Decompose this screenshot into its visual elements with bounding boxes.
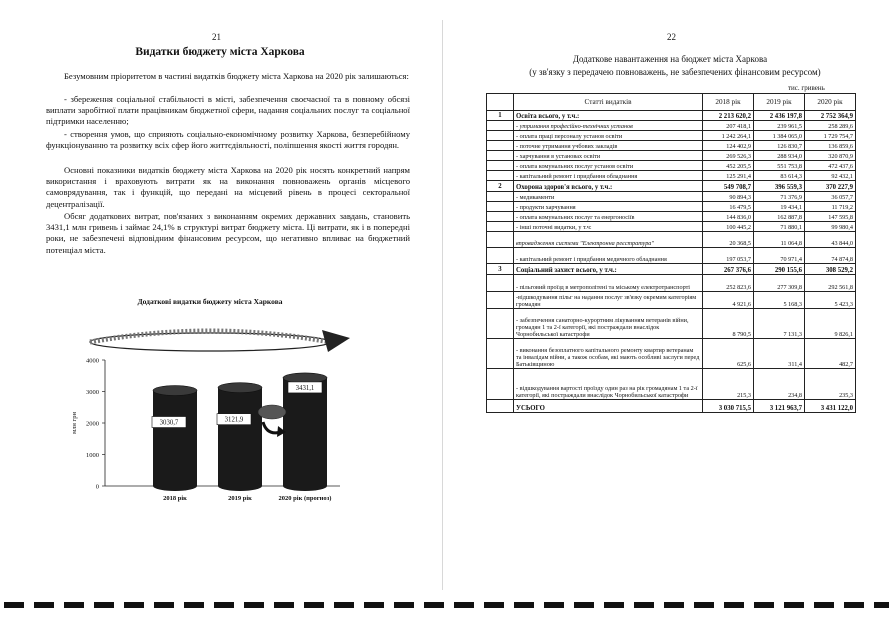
value-2019-cell: 311,4	[754, 339, 805, 369]
growth-disc	[258, 405, 286, 419]
value-2018-cell: 452 205,5	[703, 161, 754, 171]
border-dash	[514, 602, 534, 608]
row-label-cell: - виконання безоплатного капітального ремонту квартир ветеранам та інвалідам війни, а також особам, які мають особливі заслуги перед Батьківщиною	[514, 339, 703, 369]
table-row	[487, 141, 856, 151]
row-label-cell: - забезпечення санаторно-курортним лікуванням ветеранів війни, громадян 1 та 2-ї категорії, які постраждали внаслідок Чорнобильської катастрофи	[514, 309, 703, 339]
row-number-cell	[487, 151, 514, 161]
col-header-2020: 2020 рік	[805, 94, 856, 111]
x-tick-label: 2018 рік	[163, 495, 187, 502]
value-2019-cell: 1 384 065,0	[754, 131, 805, 141]
value-2018-cell: 2 213 620,2	[703, 111, 754, 121]
value-2020-cell: 2 752 364,9	[805, 111, 856, 121]
row-label-cell: впровадження системи "Електронна реєстратура"	[514, 232, 703, 248]
value-2019-cell: 162 887,8	[754, 212, 805, 222]
border-dash	[364, 602, 384, 608]
border-dash	[574, 602, 594, 608]
border-dash	[844, 602, 864, 608]
border-dash	[184, 602, 204, 608]
table-header-row	[487, 94, 856, 111]
border-dash	[64, 602, 84, 608]
row-label-cell: - оплата праці персоналу установ освіти	[514, 131, 703, 141]
border-dash	[604, 602, 624, 608]
col-header-2018: 2018 рік	[703, 94, 754, 111]
value-label: 3431,1	[295, 384, 315, 392]
value-2019-cell: 71 376,9	[754, 192, 805, 202]
value-2018-cell: 267 376,6	[703, 264, 754, 275]
border-dash	[124, 602, 144, 608]
border-dash	[274, 602, 294, 608]
border-dash	[544, 602, 564, 608]
y-tick-label: 0	[95, 483, 99, 491]
paragraph-5: Обсяг додаткових витрат, пов'язаних з виконанням окремих державних завдань, становить 3431,1 млн гривень і займає 24,1% в структурі витрат бюджету міста. Ці витрати, як і в попередні роки, не забезпечені відповідним фінансовим ресурсом, що негативно впливає на бюджетний потенціал міста.	[46, 211, 410, 255]
value-2018-cell: 144 836,0	[703, 212, 754, 222]
scan-border-strip	[0, 598, 889, 612]
units-label: тис. гривень	[788, 84, 825, 92]
table-row	[487, 400, 856, 413]
bar	[153, 391, 197, 486]
border-dash	[304, 602, 324, 608]
table-row	[487, 369, 856, 400]
border-dash	[154, 602, 174, 608]
table-title: Додаткове навантаження на бюджет міста Харкова	[572, 54, 768, 64]
paragraph-4: Основні показники видатків бюджету міста Харкова на 2020 рік носять конкретний напрям використання і враховують витрати як на виконання повноважень органів місцевого самоврядування, так і функцій, що передані на місцевий рівень в процесі секторальної децентралізації.	[46, 165, 410, 209]
value-2019-cell: 11 064,8	[754, 232, 805, 248]
row-label-cell: -відшкодування пільг на надання послуг зв'язку окремим категоріям громадян	[514, 292, 703, 309]
row-label-cell: - медикаменти	[514, 192, 703, 202]
value-2020-cell: 320 870,9	[805, 151, 856, 161]
value-2020-cell: 92 432,1	[805, 171, 856, 181]
y-tick-label: 4000	[86, 357, 99, 365]
value-2018-cell: 197 053,7	[703, 248, 754, 264]
budget-table	[486, 93, 856, 413]
value-2020-cell: 11 719,2	[805, 202, 856, 212]
paragraph-2: - збереження соціальної стабільності в місті, забезпечення своєчасної та в повному обсязі виплати заробітної плати працівникам бюджетної сфери, надання соціальних послуг та соціальної підтримки населенню;	[46, 94, 410, 127]
value-2019-cell: 288 934,0	[754, 151, 805, 161]
value-2019-cell: 2 436 197,8	[754, 111, 805, 121]
value-2020-cell: 74 874,8	[805, 248, 856, 264]
x-tick-label: 2020 рік (прогноз)	[278, 495, 332, 502]
row-number-cell	[487, 202, 514, 212]
row-number-cell	[487, 369, 514, 400]
table-row	[487, 339, 856, 369]
value-2020-cell: 99 980,4	[805, 222, 856, 232]
paragraph-3: - створення умов, що сприяють соціально-економічному розвитку Харкова, безперебійному функціонуванню та розвитку всіх сфер його життєдіяльності, поліпшення якості життя городян.	[46, 129, 410, 151]
bar-base	[153, 481, 197, 491]
value-2019-cell: 71 880,1	[754, 222, 805, 232]
value-2018-cell: 252 823,6	[703, 275, 754, 292]
table-row	[487, 121, 856, 131]
border-dash	[94, 602, 114, 608]
bar-base	[218, 481, 262, 491]
bar-top	[218, 383, 262, 393]
value-2020-cell: 9 826,1	[805, 309, 856, 339]
bar-top	[153, 386, 197, 396]
left-page	[0, 0, 440, 600]
value-2020-cell: 235,3	[805, 369, 856, 400]
row-number-cell	[487, 292, 514, 309]
table-row	[487, 264, 856, 275]
row-label-cell: - продукти харчування	[514, 202, 703, 212]
row-number-cell	[487, 339, 514, 369]
bar	[283, 378, 327, 486]
value-2020-cell: 370 227,9	[805, 181, 856, 192]
row-label-cell: - відшкодування вартості проїзду один раз на рік громадянам 1 та 2-ї категорії, які постраждали внаслідок Чорнобильської катастрофи	[514, 369, 703, 400]
value-2019-cell: 83 614,3	[754, 171, 805, 181]
col-header-2019: 2019 рік	[754, 94, 805, 111]
page-divider	[442, 20, 443, 590]
value-2018-cell: 1 242 264,1	[703, 131, 754, 141]
border-dash	[664, 602, 684, 608]
value-2019-cell: 7 131,3	[754, 309, 805, 339]
row-label-cell: - харчування в установах освіти	[514, 151, 703, 161]
table-body	[487, 111, 856, 413]
border-dash	[214, 602, 234, 608]
value-2020-cell: 308 529,2	[805, 264, 856, 275]
value-2019-cell: 5 168,3	[754, 292, 805, 309]
table-row	[487, 202, 856, 212]
row-number-cell	[487, 309, 514, 339]
table-row	[487, 275, 856, 292]
table-row	[487, 212, 856, 222]
row-label-cell: - капітальний ремонт і придбання медичного обладнання	[514, 248, 703, 264]
value-2019-cell: 239 961,5	[754, 121, 805, 131]
border-dash	[334, 602, 354, 608]
value-2019-cell: 277 309,8	[754, 275, 805, 292]
value-2018-cell: 269 526,3	[703, 151, 754, 161]
trend-arrow-head	[322, 330, 350, 352]
table-row	[487, 309, 856, 339]
row-number-cell	[487, 212, 514, 222]
border-dash	[874, 602, 889, 608]
value-2020-cell: 292 561,8	[805, 275, 856, 292]
row-label-cell: УСЬОГО	[514, 400, 703, 413]
value-2020-cell: 482,7	[805, 339, 856, 369]
value-2018-cell: 3 030 715,5	[703, 400, 754, 413]
value-2018-cell: 625,6	[703, 339, 754, 369]
row-number-cell	[487, 141, 514, 151]
value-2018-cell: 549 708,7	[703, 181, 754, 192]
row-number-cell: 1	[487, 111, 514, 121]
row-label-cell: - оплата комунальних послуг та енергоносіїв	[514, 212, 703, 222]
table-row	[487, 111, 856, 121]
row-label-cell: - капітальний ремонт і придбання обладнання	[514, 171, 703, 181]
expenses-chart	[60, 290, 360, 510]
chart-title: Додаткові видатки бюджету міста Харкова	[137, 297, 283, 306]
border-dash	[4, 602, 24, 608]
row-label-cell: - пільговий проїзд в метрополітені та міському електротранспорті	[514, 275, 703, 292]
value-2018-cell: 215,3	[703, 369, 754, 400]
value-label: 3121,9	[224, 416, 244, 424]
table-row	[487, 192, 856, 202]
row-label-cell: - поточне утримання учбових закладів	[514, 141, 703, 151]
chart-canvas	[60, 290, 360, 510]
row-label-cell: Охорона здоров'я всього, у т.ч.:	[514, 181, 703, 192]
row-label-cell: Освіта всього, у т.ч.:	[514, 111, 703, 121]
value-2018-cell: 8 790,5	[703, 309, 754, 339]
row-label-cell: - утримання професійно-технічних установ	[514, 121, 703, 131]
value-2020-cell: 1 729 754,7	[805, 131, 856, 141]
border-dash	[244, 602, 264, 608]
row-number-cell	[487, 232, 514, 248]
bar-top	[283, 373, 327, 383]
value-2019-cell: 234,8	[754, 369, 805, 400]
table-row	[487, 292, 856, 309]
value-2019-cell: 551 753,8	[754, 161, 805, 171]
page-title: Видатки бюджету міста Харкова	[135, 46, 305, 58]
value-2019-cell: 19 434,1	[754, 202, 805, 212]
x-tick-label: 2019 рік	[228, 495, 252, 502]
row-number-cell	[487, 400, 514, 413]
value-2018-cell: 124 402,9	[703, 141, 754, 151]
y-axis-label: млн грн	[71, 412, 78, 434]
border-dash	[784, 602, 804, 608]
table-row	[487, 161, 856, 171]
value-2018-cell: 125 291,4	[703, 171, 754, 181]
border-dash	[814, 602, 834, 608]
value-2019-cell: 3 121 963,7	[754, 400, 805, 413]
row-number-cell	[487, 121, 514, 131]
value-2019-cell: 396 559,3	[754, 181, 805, 192]
table-row	[487, 131, 856, 141]
value-2018-cell: 100 445,2	[703, 222, 754, 232]
value-2018-cell: 4 921,6	[703, 292, 754, 309]
row-number-cell	[487, 192, 514, 202]
value-2019-cell: 290 155,6	[754, 264, 805, 275]
bar-base	[283, 481, 327, 491]
border-dash	[724, 602, 744, 608]
table-subtitle: (у зв'язку з передачею повноважень, не забезпечених фінансовим ресурсом)	[529, 67, 821, 77]
row-number-cell	[487, 161, 514, 171]
value-2020-cell: 43 844,0	[805, 232, 856, 248]
table-row	[487, 181, 856, 192]
value-2018-cell: 90 894,3	[703, 192, 754, 202]
value-2018-cell: 207 418,1	[703, 121, 754, 131]
row-number-cell: 2	[487, 181, 514, 192]
border-dash	[394, 602, 414, 608]
y-tick-label: 2000	[86, 420, 99, 428]
value-2020-cell: 3 431 122,0	[805, 400, 856, 413]
value-2020-cell: 136 859,6	[805, 141, 856, 151]
col-header-num	[487, 94, 514, 111]
paragraph-1: Безумовним пріоритетом в частині видатків бюджету міста Харкова на 2020 рік залишаються:	[64, 71, 409, 81]
border-dash	[484, 602, 504, 608]
value-2020-cell: 147 595,8	[805, 212, 856, 222]
y-tick-label: 3000	[86, 389, 99, 396]
border-dash	[424, 602, 444, 608]
col-header-items: Статті видатків	[514, 94, 703, 111]
border-dash	[34, 602, 54, 608]
value-2018-cell: 20 368,5	[703, 232, 754, 248]
row-number-cell: 3	[487, 264, 514, 275]
row-label-cell: - інші поточні видатки, у т.ч:	[514, 222, 703, 232]
value-2018-cell: 16 479,5	[703, 202, 754, 212]
value-2020-cell: 472 437,6	[805, 161, 856, 171]
value-2019-cell: 126 830,7	[754, 141, 805, 151]
row-label-cell: Соціальний захист всього, у т.ч.:	[514, 264, 703, 275]
border-dash	[454, 602, 474, 608]
table-row	[487, 151, 856, 161]
row-number-cell	[487, 222, 514, 232]
value-label: 3030,7	[159, 419, 179, 427]
table-row	[487, 222, 856, 232]
row-number-cell	[487, 248, 514, 264]
border-dash	[754, 602, 774, 608]
page-number: 21	[212, 32, 221, 42]
value-2019-cell: 70 971,4	[754, 248, 805, 264]
row-number-cell	[487, 275, 514, 292]
value-2020-cell: 36 057,7	[805, 192, 856, 202]
border-dash	[694, 602, 714, 608]
value-2020-cell: 258 289,6	[805, 121, 856, 131]
row-number-cell	[487, 131, 514, 141]
table-row	[487, 248, 856, 264]
value-2020-cell: 5 423,3	[805, 292, 856, 309]
table-row	[487, 232, 856, 248]
table-row	[487, 171, 856, 181]
y-tick-label: 1000	[86, 452, 99, 459]
row-number-cell	[487, 171, 514, 181]
border-dash	[634, 602, 654, 608]
row-label-cell: - оплата комунальних послуг установ освіти	[514, 161, 703, 171]
page-number: 22	[667, 32, 676, 42]
bar	[218, 388, 262, 486]
